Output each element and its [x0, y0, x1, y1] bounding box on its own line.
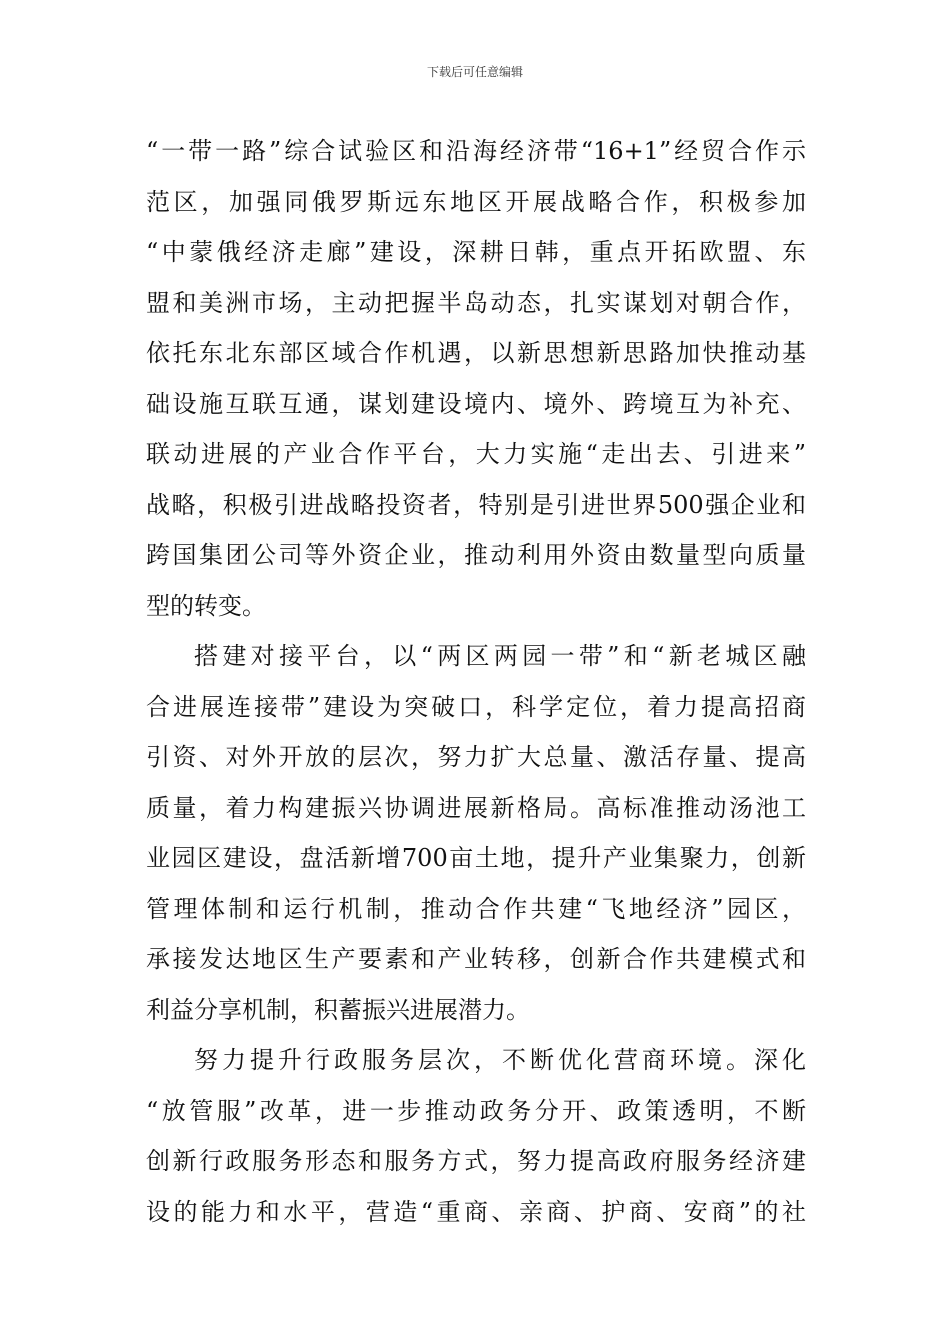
text-line: 联动进展的产业合作平台，大力实施“走出去、引进来” — [146, 440, 806, 468]
text-line: 盟和美洲市场，主动把握半岛动态，扎实谋划对朝合作， — [146, 288, 806, 317]
text-line: 管理体制和运行机制，推动合作共建“飞地经济”园区， — [146, 894, 806, 923]
text-line: 努力提升行政服务层次，不断优化营商环境。深化 — [194, 1046, 806, 1074]
text-line: 创新行政服务形态和服务方式，努力提高政府服务经济建 — [146, 1147, 806, 1175]
page-header: 下载后可任意编辑 — [426, 65, 523, 79]
text-line: 范区，加强同俄罗斯远东地区开展战略合作，积极参加 — [146, 187, 806, 216]
text-line: “中蒙俄经济走廊”建设，深耕日韩，重点开拓欧盟、东 — [146, 238, 806, 266]
text-line: 设的能力和水平，营造“重商、亲商、护商、安商”的社 — [146, 1197, 806, 1226]
text-line: 搭建对接平台，以“两区两园一带”和“新老城区融 — [194, 642, 806, 670]
text-line: 引资、对外开放的层次，努力扩大总量、激活存量、提高 — [146, 743, 806, 771]
text-line: 合进展连接带”建设为突破口，科学定位，着力提高招商 — [146, 692, 806, 721]
document-body — [146, 126, 806, 1237]
text-line: 跨国集团公司等外资企业，推动利用外资由数量型向质量 — [146, 541, 806, 569]
text-line: 承接发达地区生产要素和产业转移，创新合作共建模式和 — [146, 945, 806, 973]
text-line: 型的转变。 — [146, 591, 266, 620]
text-line: “放管服”改革，进一步推动政务分开、政策透明，不断 — [146, 1096, 806, 1125]
text-line: 业园区建设，盘活新增700亩土地，提升产业集聚力，创新 — [146, 844, 806, 872]
text-line: 质量，着力构建振兴协调进展新格局。高标准推动汤池工 — [146, 793, 806, 822]
text-line: “一带一路”综合试验区和沿海经济带“16+1”经贸合作示 — [146, 137, 806, 165]
text-line: 利益分享机制，积蓄振兴进展潜力。 — [146, 995, 530, 1024]
text-line: 础设施互联互通，谋划建设境内、境外、跨境互为补充、 — [146, 389, 806, 418]
text-line: 依托东北东部区域合作机遇，以新思想新思路加快推动基 — [146, 339, 806, 367]
text-line: 战略，积极引进战略投资者，特别是引进世界500强企业和 — [146, 490, 806, 519]
